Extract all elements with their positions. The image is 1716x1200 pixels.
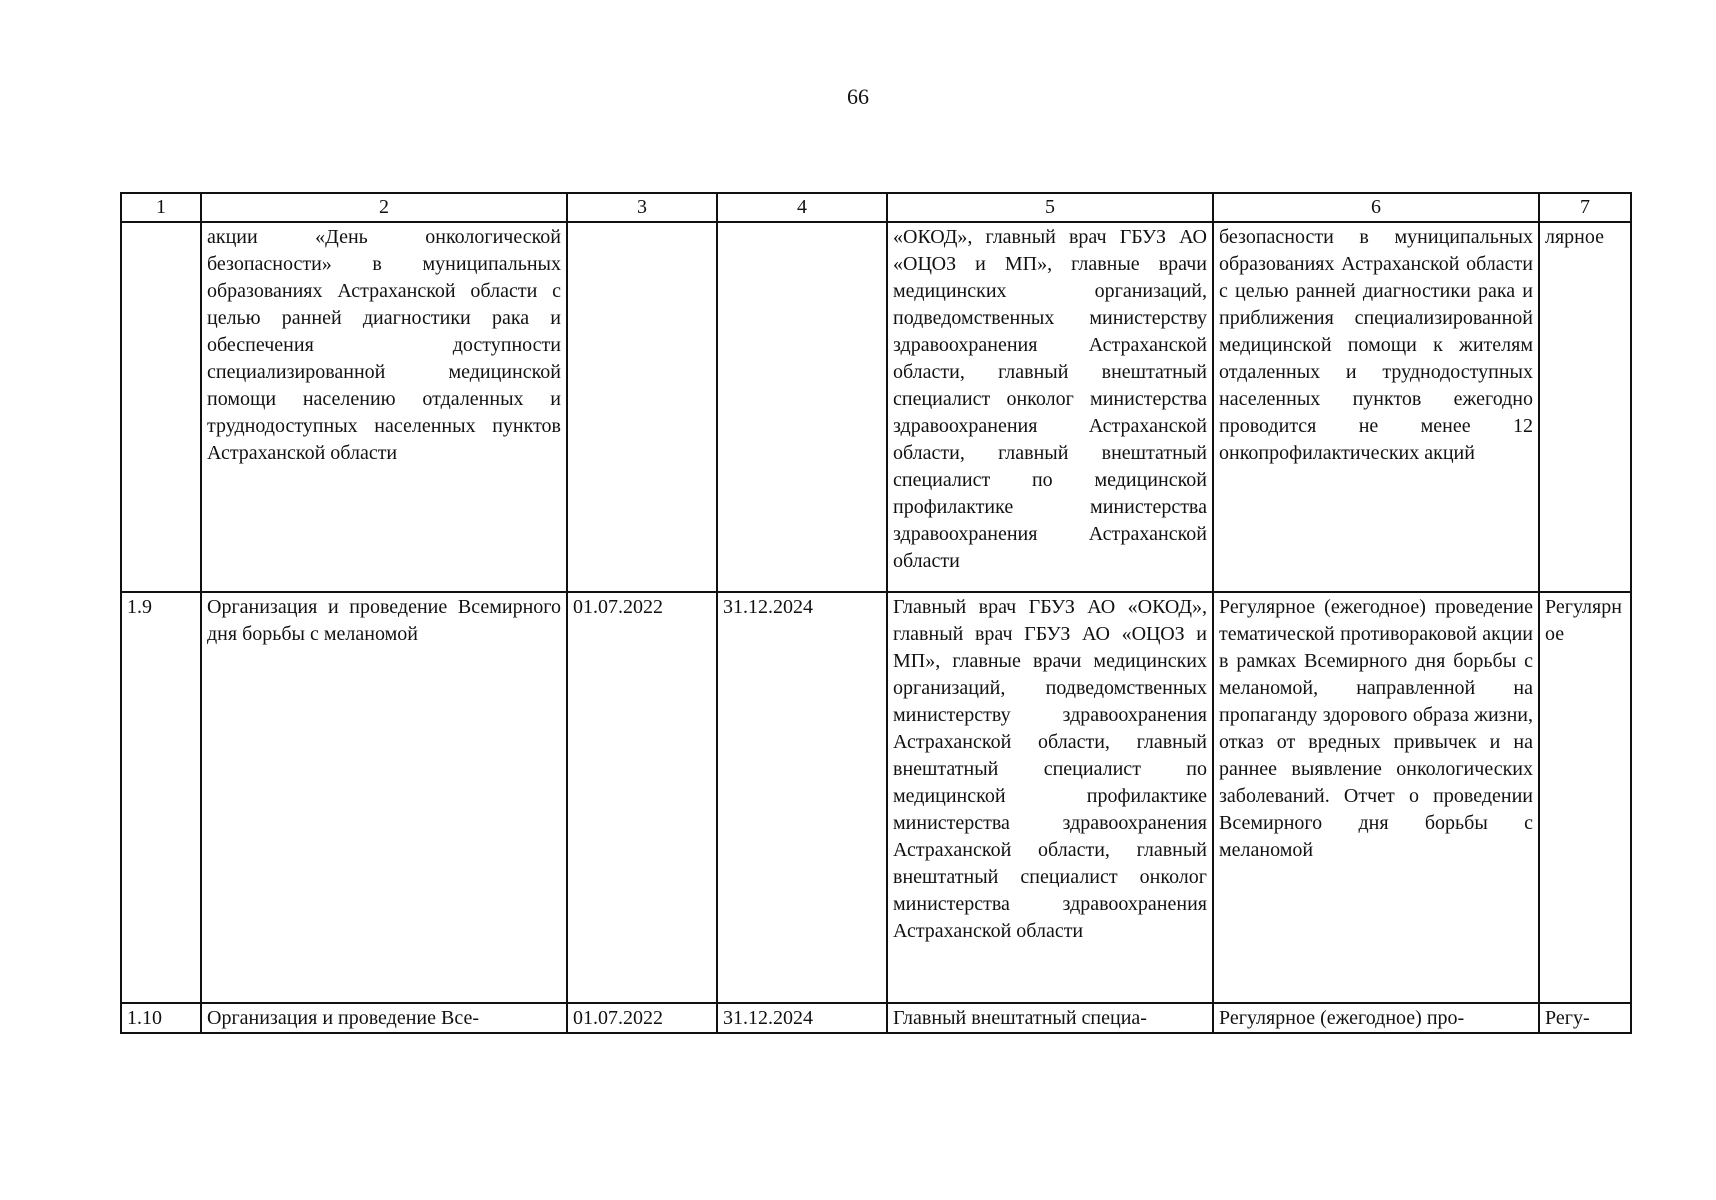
result-cell: безопасности в муниципальных образованиях Астраханской области с целью ранней диагностики рака и приближения специализированной медицинской помощи к жителям отдаленных и труднодоступных населенных пунктов ежегодно проводится не менее 12 онкопрофилактических акций xyxy=(1213,222,1539,592)
row-number: 1.10 xyxy=(121,1003,201,1033)
event-cell: акции «День онкологической безопасности» в муниципальных образованиях Астраханской области с целью ранней диагностики рака и обеспечения доступности специализированной медицинской помощи населению отдаленных и труднодоступных населенных пунктов Астраханской области xyxy=(201,222,567,592)
end-date-cell xyxy=(717,222,887,592)
column-header: 7 xyxy=(1539,193,1631,222)
start-date-cell: 01.07.2022 xyxy=(567,1003,717,1033)
start-date-cell xyxy=(567,222,717,592)
frequency-cell: Регу- xyxy=(1539,1003,1631,1033)
row-number xyxy=(121,222,201,592)
table-row xyxy=(121,222,1631,592)
event-cell: Организация и проведение Всемирного дня борьбы с меланомой xyxy=(201,592,567,1003)
page-number: 66 xyxy=(847,84,869,109)
frequency-cell: лярное xyxy=(1539,222,1631,592)
start-date-cell: 01.07.2022 xyxy=(567,592,717,1003)
row-number: 1.9 xyxy=(121,592,201,1003)
column-header: 6 xyxy=(1213,193,1539,222)
column-header: 5 xyxy=(887,193,1213,222)
result-cell: Регулярное (ежегодное) проведение тематической противораковой акции в рамках Всемирного дня борьбы с меланомой, направленной на пропаганду здорового образа жизни, отказ от вредных привычек и на раннее выявление онкологических заболеваний. Отчет о проведении Всемирного дня борьбы с меланомой xyxy=(1213,592,1539,1003)
column-header: 2 xyxy=(201,193,567,222)
column-header: 4 xyxy=(717,193,887,222)
end-date-cell: 31.12.2024 xyxy=(717,1003,887,1033)
result-cell: Регулярное (ежегодное) про- xyxy=(1213,1003,1539,1033)
column-header: 1 xyxy=(121,193,201,222)
table-header-row xyxy=(121,193,1631,222)
responsible-cell: «ОКОД», главный врач ГБУЗ АО «ОЦОЗ и МП», главные врачи медицинских организаций, подведомственных министерству здравоохранения Астраханской области, главный внештатный специалист онколог министерства здравоохранения Астраханской области, главный внештатный специалист по медицинской профилактике министерства здравоохранения Астраханской области xyxy=(887,222,1213,592)
end-date-cell: 31.12.2024 xyxy=(717,592,887,1003)
responsible-cell: Главный врач ГБУЗ АО «ОКОД», главный врач ГБУЗ АО «ОЦОЗ и МП», главные врачи медицинских организаций, подведомственных министерству здравоохранения Астраханской области, главный внештатный специалист по медицинской профилактике министерства здравоохранения Астраханской области, главный внештатный специалист онколог министерства здравоохранения Астраханской области xyxy=(887,592,1213,1003)
frequency-cell: Регулярное xyxy=(1539,592,1631,1003)
responsible-cell: Главный внештатный специа- xyxy=(887,1003,1213,1033)
event-cell: Организация и проведение Все- xyxy=(201,1003,567,1033)
plan-table xyxy=(120,192,1632,1034)
table-row xyxy=(121,1003,1631,1033)
table-row xyxy=(121,592,1631,1003)
column-header: 3 xyxy=(567,193,717,222)
